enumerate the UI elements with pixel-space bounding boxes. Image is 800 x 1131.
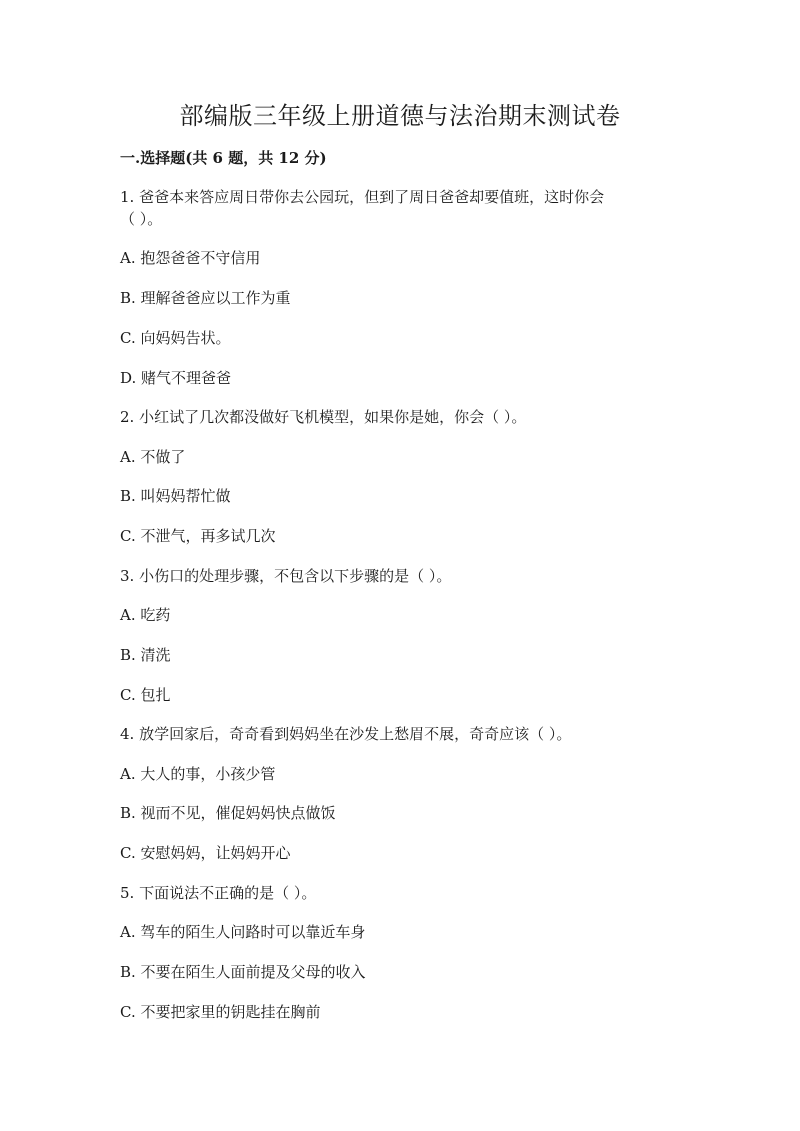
question-5-option-a: A. 驾车的陌生人问路时可以靠近车身 [120, 923, 366, 941]
question-5-option-b: B. 不要在陌生人面前提及父母的收入 [120, 963, 366, 981]
question-5-option-c: C. 不要把家里的钥匙挂在胸前 [120, 1003, 321, 1021]
question-2-option-c: C. 不泄气，再多试几次 [120, 527, 276, 545]
question-2-stem: 2. 小红试了几次都没做好飞机模型，如果你是她，你会（ ）。 [120, 408, 527, 426]
question-4-option-b: B. 视而不见，催促妈妈快点做饭 [120, 804, 336, 822]
question-4-option-a: A. 大人的事，小孩少管 [120, 765, 276, 783]
question-1-option-d: D. 赌气不理爸爸 [120, 369, 232, 387]
question-4-stem: 4. 放学回家后，奇奇看到妈妈坐在沙发上愁眉不展，奇奇应该（ ）。 [120, 725, 572, 743]
question-2-option-a: A. 不做了 [120, 448, 186, 466]
question-5-stem: 5. 下面说法不正确的是（ ）。 [120, 884, 317, 902]
question-1-option-c: C. 向妈妈告状。 [120, 329, 231, 347]
question-3-stem: 3. 小伤口的处理步骤，不包含以下步骤的是（ ）。 [120, 567, 452, 585]
question-1-option-a: A. 抱怨爸爸不守信用 [120, 249, 261, 267]
question-2-option-b: B. 叫妈妈帮忙做 [120, 487, 231, 505]
question-3-option-c: C. 包扎 [120, 686, 171, 704]
question-3-option-b: B. 清洗 [120, 646, 171, 664]
question-4-option-c: C. 安慰妈妈，让妈妈开心 [120, 844, 291, 862]
question-1-stem-continued: （ ）。 [120, 210, 163, 228]
section-heading: 一.选择题(共 6 题，共 12 分) [120, 149, 327, 167]
question-1-stem: 1. 爸爸本来答应周日带你去公园玩，但到了周日爸爸却要值班，这时你会 [120, 188, 605, 206]
page-title: 部编版三年级上册道德与法治期末测试卷 [179, 102, 621, 130]
question-3-option-a: A. 吃药 [120, 606, 171, 624]
question-1-option-b: B. 理解爸爸应以工作为重 [120, 289, 291, 307]
